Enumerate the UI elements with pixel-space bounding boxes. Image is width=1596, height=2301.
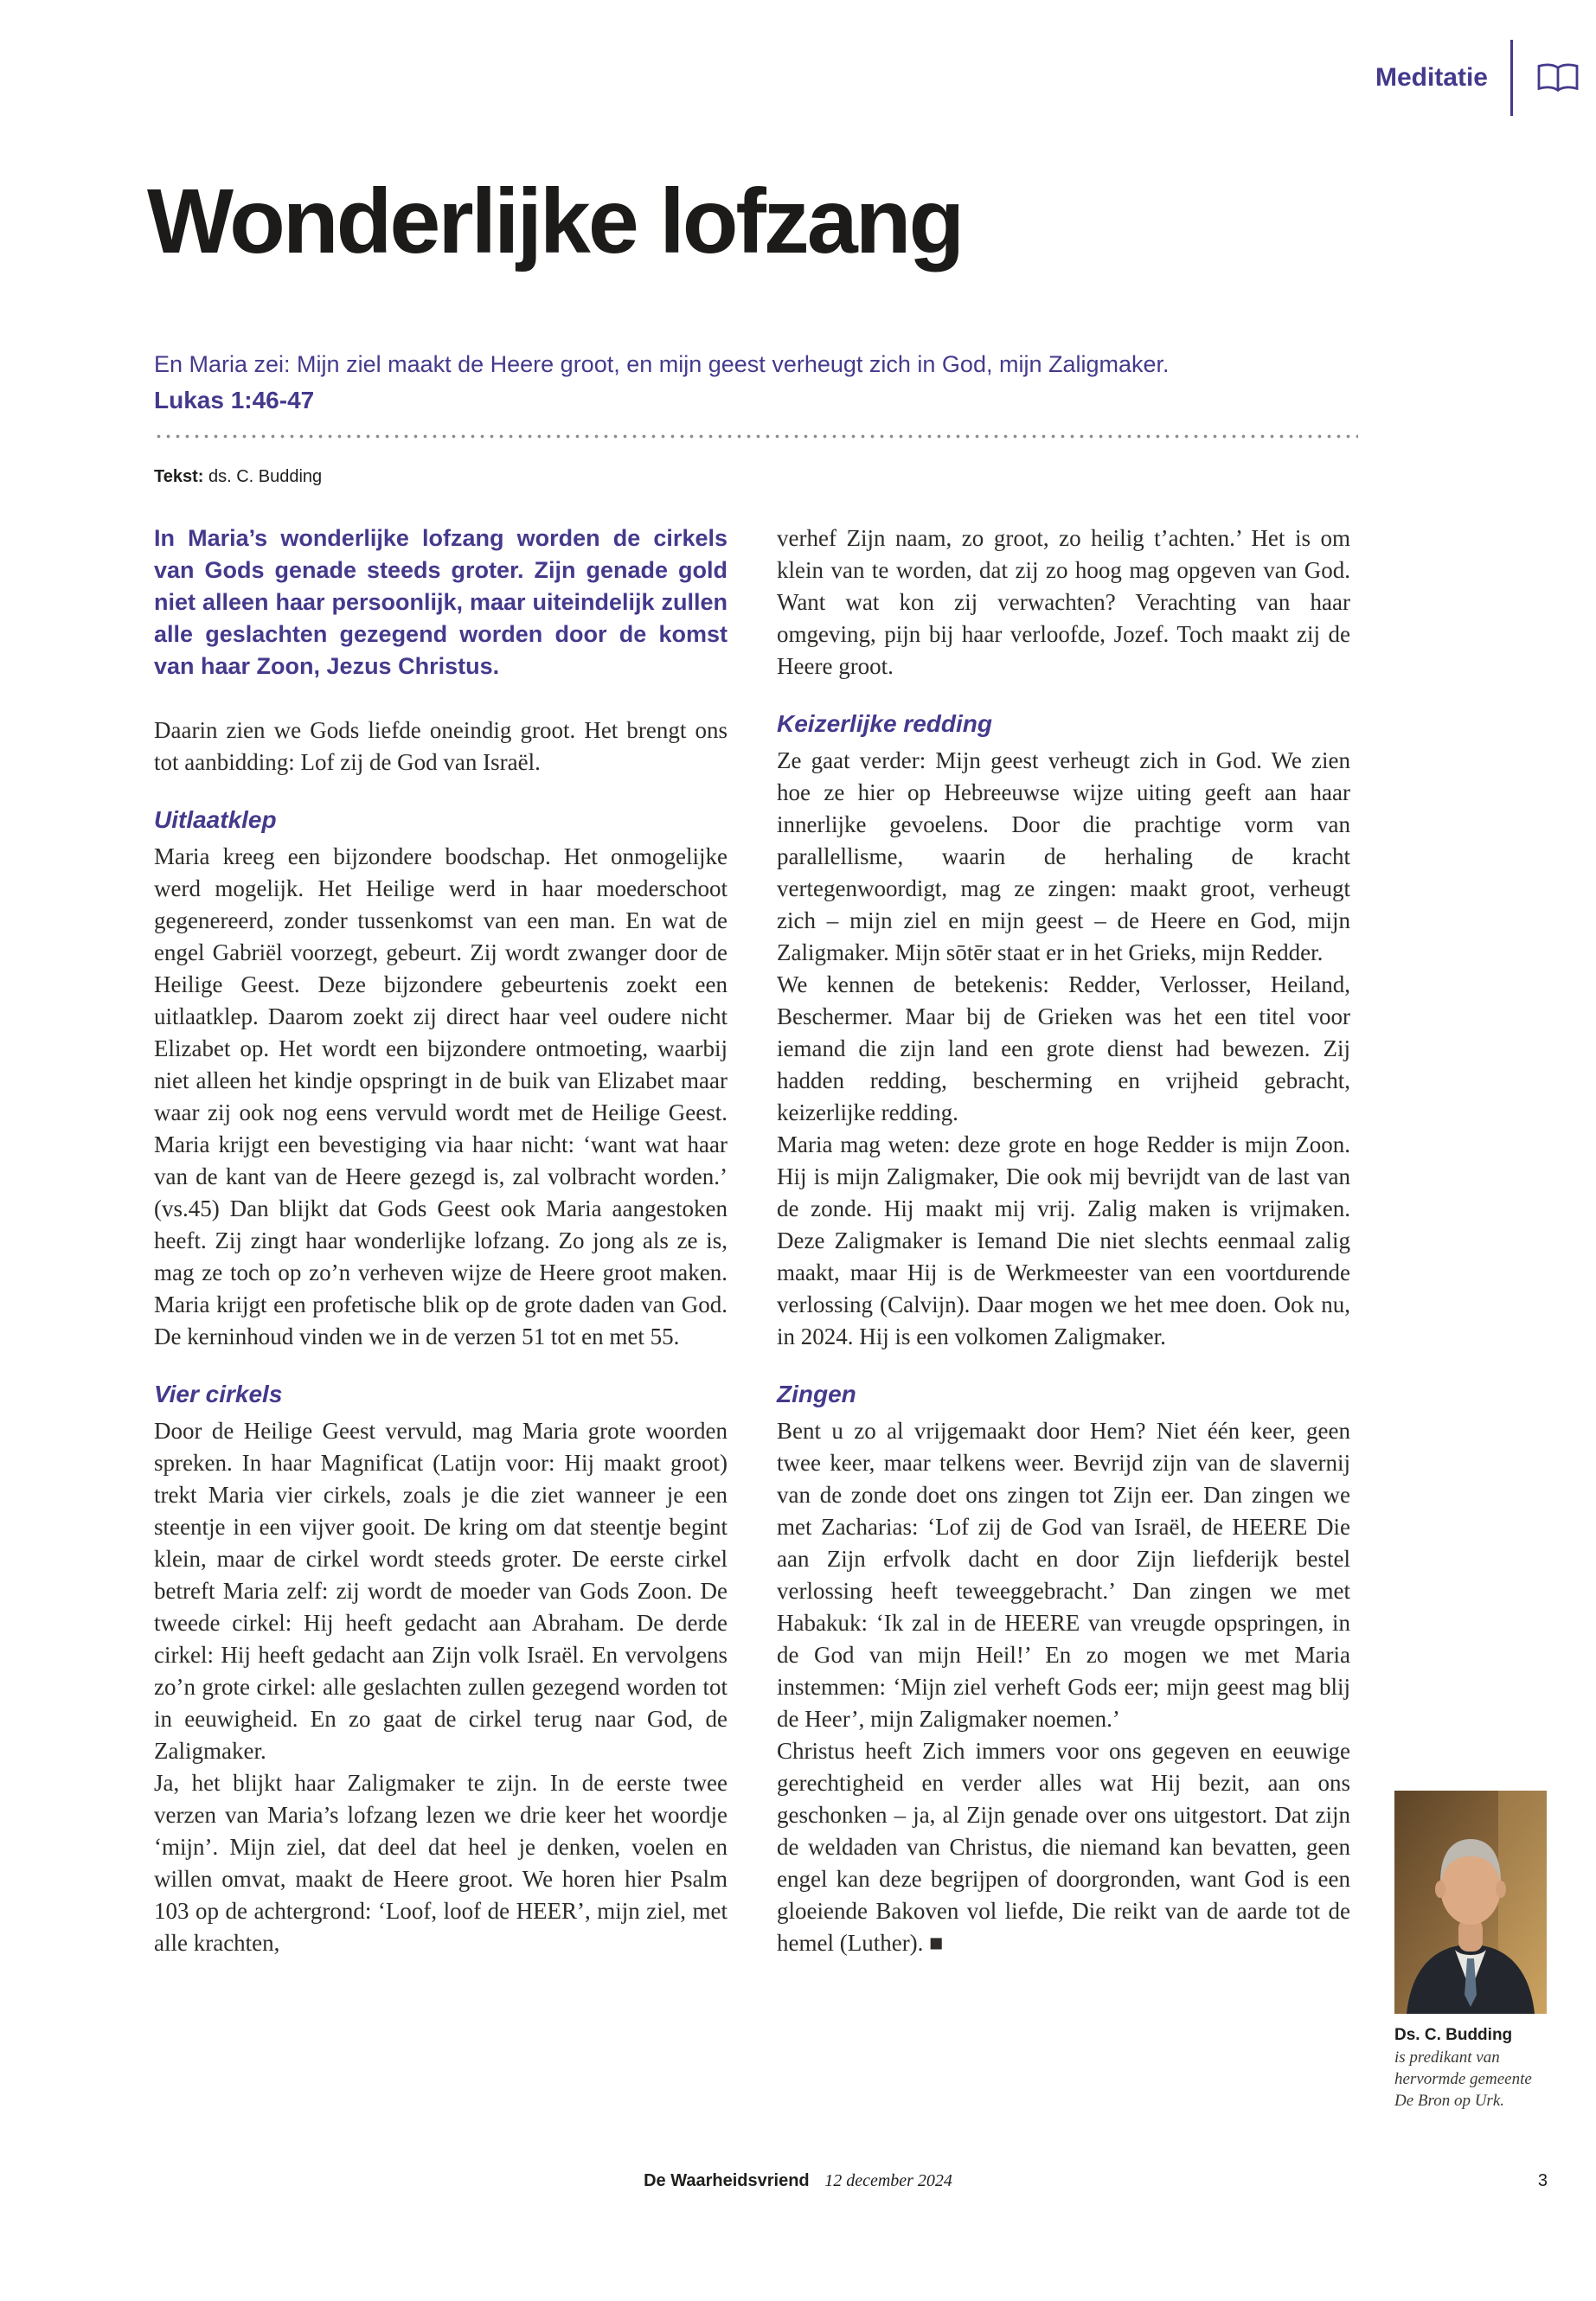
section-label: Meditatie: [1375, 63, 1488, 92]
verse-reference: Lukas 1:46-47: [154, 387, 315, 413]
byline-author: ds. C. Budding: [208, 467, 323, 486]
paragraph: We kennen de betekenis: Redder, Verlosser, Heiland, Beschermer. Maar bij de Grieken was het een titel voor iemand die zijn land een grote dienst had bewezen. Zij hadden redding, bescherming en vrijheid gebracht, keizerlijke redding.: [777, 971, 1350, 1125]
paragraph: Bent u zo al vrijgemaakt door Hem? Niet één keer, geen twee keer, maar telkens weer. Bevrijd zijn van de slavernij van de zonde doet ons zingen tot Zijn eer. Dan zingen we met Zacharias: ‘Lof zij de God van Israël, de HEERE Die aan Zijn erfvolk dacht en door Zijn liefderijk bestel verlossing heeft teweeggebracht.’ Dan zingen we met Habakuk: ‘Ik zal in de HEERE van vreugde opspringen, in de God van mijn Heil!’ En zo mogen we met Maria instemmen: ‘Mijn ziel verheft Gods eer; mijn geest mag blij de Heer’, mijn Zaligmaker noemen.’: [777, 1418, 1350, 1732]
byline-label: Tekst:: [154, 467, 204, 486]
header-divider: [1510, 40, 1513, 116]
magazine-name: De Waarheidsvriend: [644, 2171, 810, 2190]
paragraph: Maria mag weten: deze grote en hoge Redder is mijn Zoon. Hij is mijn Zaligmaker, Die ook mij bevrijdt van de last van de zonde. Hij maakt mij vrij. Zalig maken is vrijmaken. Deze Zaligmaker is Iemand Die niet slechts eenmaal zalig maakt, maar Hij is de Werkmeester van een voortdurende verlossing (Calvijn). Daar mogen we het mee doen. Ook nu, in 2024. Hij is een volkomen Zaligmaker.: [777, 1131, 1350, 1349]
issue-date: 12 december 2024: [824, 2171, 952, 2190]
dotted-divider: [154, 434, 1358, 439]
page-header: [1375, 40, 1580, 116]
author-box: [1394, 1791, 1547, 2112]
paragraph: Daarin zien we Gods liefde oneindig groot. Het brengt ons tot aanbidding: Lof zij de God van Israël.: [154, 717, 727, 775]
author-photo: [1394, 1791, 1547, 2014]
paragraph: verhef Zijn naam, zo groot, zo heilig t’achten.’ Het is om klein van te worden, dat zij zo hoog mag opgeven van God. Want wat kon zij verwachten? Verachting van haar omgeving, pijn bij haar verloofde, Jozef. Toch maakt zij de Heere groot.: [777, 525, 1350, 679]
verse-text: En Maria zei: Mijn ziel maakt de Heere groot, en mijn geest verheugt zich in God, mijn Zaligmaker.: [154, 351, 1170, 377]
paragraph: Ja, het blijkt haar Zaligmaker te zijn. In de eerste twee verzen van Maria’s lofzang lezen we drie keer het woordje ‘mijn’. Mijn ziel, dat deel dat heel je denken, voelen en willen omvat, maakt de Heere groot. We horen hier Psalm 103 op de achtergrond: ‘Loof, loof de HEER’, mijn ziel, met alle krachten,: [154, 1770, 727, 1956]
section-heading-zingen: Zingen: [777, 1381, 856, 1407]
page-title: Wonderlijke lofzang: [147, 170, 963, 272]
section-heading-vier-cirkels: Vier cirkels: [154, 1381, 283, 1407]
article-right-column: [777, 522, 1350, 1959]
paragraph: Ze gaat verder: Mijn geest verheugt zich in God. We zien hoe ze hier op Hebreeuwse wijze uiting geeft aan haar innerlijke gevoelens. Door die prachtige vorm van parallellisme, waarin de herhaling de kracht vertegenwoordigt, mag ze zingen: maakt groot, verheugt zich – mijn ziel en mijn geest – de Heere en God, mijn Zaligmaker. Mijn sōtēr staat er in het Grieks, mijn Redder.: [777, 747, 1350, 965]
section-heading-uitlaatklep: Uitlaatklep: [154, 806, 277, 833]
byline: [154, 467, 322, 487]
verse-block: [154, 349, 1365, 415]
section-heading-keizerlijke-redding: Keizerlijke redding: [777, 710, 992, 737]
article-left-column: [154, 522, 727, 1959]
open-book-icon: [1535, 62, 1580, 93]
author-name: Ds. C. Budding: [1394, 2026, 1513, 2044]
article-intro: In Maria’s wonderlijke lofzang worden de cirkels van Gods genade steeds groter. Zijn genade gold niet alleen haar persoonlijk, maar uiteindelijk zullen alle geslachten gezegend worden door de komst van haar Zoon, Jezus Christus.: [154, 525, 727, 679]
author-description: is predikant van hervormde gemeente De Bron op Urk.: [1394, 2048, 1532, 2110]
paragraph: Maria kreeg een bijzondere boodschap. Het onmogelijke werd mogelijk. Het Heilige werd in haar moederschoot gegenereerd, zonder tussenkomst van een man. En wat de engel Gabriël voorzegt, gebeurt. Zij wordt zwanger door de Heilige Geest. Deze bijzondere gebeurtenis zoekt een uitlaatklep. Daarom zoekt zij direct haar veel oudere nicht Elizabet op. Het wordt een bijzondere ontmoeting, waarbij niet alleen het kindje opspringt in de buik van Elizabet maar waar zij ook nog eens vervuld wordt met de Heilige Geest. Maria krijgt een bevestiging via haar nicht: ‘want wat haar van de kant van de Heere gezegd is, zal volbracht worden.’ (vs.45) Dan blijkt dat Gods Geest ook Maria aangestoken heeft. Zij zingt haar wonderlijke lofzang. Zo jong als ze is, mag ze toch op zo’n verheven wijze de Heere groot maken. Maria krijgt een profetische blik op de grote daden van God. De kerninhoud vinden we in de verzen 51 tot en met 55.: [154, 843, 727, 1349]
page-footer: [0, 2171, 1596, 2191]
paragraph: Door de Heilige Geest vervuld, mag Maria grote woorden spreken. In haar Magnificat (Latijn voor: Hij maakt groot) trekt Maria vier cirkels, zoals je die ziet wanneer je een steentje in een vijver gooit. De kring om dat steentje begint klein, maar de cirkel wordt steeds groter. De eerste cirkel betreft Maria zelf: zij wordt de moeder van Gods Zoon. De tweede cirkel: Hij heeft gedacht aan Abraham. De derde cirkel: Hij heeft gedacht aan Zijn volk Israël. En vervolgens zo’n grote cirkel: alle geslachten zullen gezegend worden tot in eeuwigheid. En zo gaat de cirkel terug naar God, de Zaligmaker.: [154, 1418, 727, 1764]
paragraph: Christus heeft Zich immers voor ons gegeven en eeuwige gerechtigheid en verder alles wat Hij bezit, aan ons geschonken – ja, al Zijn genade over ons uitgestort. Dat zijn de weldaden van Christus, die niemand kan bevatten, geen engel kan deze begrijpen of doorgronden, want God is een gloeiende Bakoven vol liefde, Die reikt van de aarde tot de hemel (Luther). ■: [777, 1738, 1350, 1956]
article-body: [154, 522, 1350, 1959]
page-number: 3: [1537, 2171, 1548, 2190]
